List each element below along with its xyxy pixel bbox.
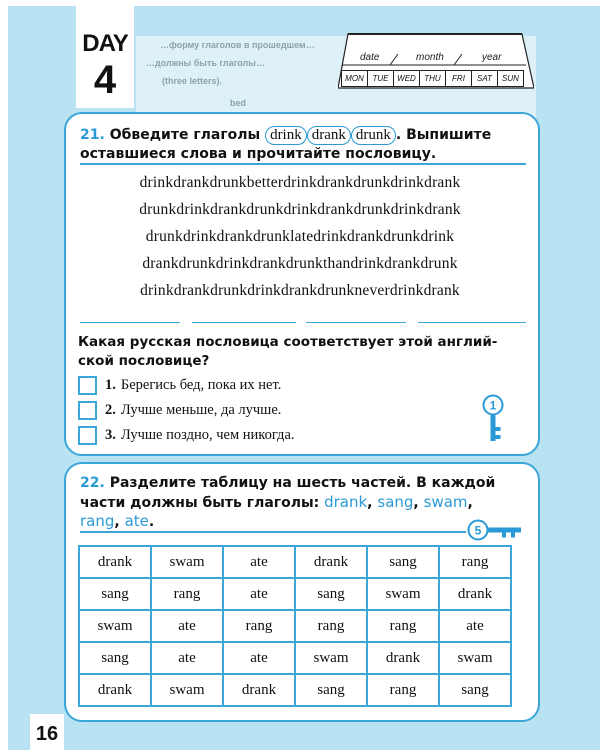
bg-text: …форму глаголов в прошедшем… <box>160 40 315 50</box>
table-cell[interactable]: ate <box>151 610 223 642</box>
calendar-day[interactable]: THU <box>419 70 446 87</box>
table-row <box>79 674 511 706</box>
question-text <box>78 333 528 371</box>
verb-grid[interactable] <box>78 545 512 707</box>
answer-line[interactable] <box>418 322 526 323</box>
key-points-label: 1 <box>489 398 497 413</box>
question-line: ской пословице? <box>78 353 210 369</box>
table-cell[interactable]: swam <box>79 610 151 642</box>
table-cell[interactable]: rang <box>295 610 367 642</box>
day-number: 4 <box>93 58 117 102</box>
table-row <box>79 642 511 674</box>
table-row <box>79 610 511 642</box>
table-cell[interactable]: ate <box>439 610 511 642</box>
table-cell[interactable]: ate <box>223 578 295 610</box>
option-text: Лучше меньше, да лучше. <box>120 401 282 418</box>
table-row <box>79 546 511 578</box>
option-1[interactable] <box>78 374 281 396</box>
table-cell[interactable]: rang <box>223 610 295 642</box>
task-22-text: части должны быть глаголы: <box>80 495 320 511</box>
calendar-month-label: month <box>416 52 444 63</box>
circled-word-drunk: drunk <box>351 126 396 145</box>
table-cell[interactable]: drank <box>79 546 151 578</box>
table-cell[interactable]: rang <box>367 610 439 642</box>
title-underline <box>80 163 526 165</box>
task-22-title <box>80 474 530 493</box>
page-number: 16 <box>30 714 64 750</box>
task-21-text: . Выпишите <box>395 127 492 143</box>
task-22-title-line2: части должны быть глаголы: drank, sang, swam, <box>80 493 473 511</box>
table-cell[interactable]: sang <box>295 578 367 610</box>
circled-word-drink: drink <box>265 126 307 145</box>
table-cell[interactable]: sang <box>439 674 511 706</box>
calendar-day[interactable]: WED <box>393 70 420 87</box>
calendar-fields <box>342 52 526 66</box>
key-icon <box>466 518 524 542</box>
option-checkbox[interactable] <box>78 426 97 445</box>
table-cell[interactable]: sang <box>79 578 151 610</box>
option-checkbox[interactable] <box>78 401 97 420</box>
task-22-number: 22. <box>80 475 105 491</box>
table-cell[interactable]: rang <box>151 578 223 610</box>
answer-line[interactable] <box>306 322 406 323</box>
task-21-title <box>80 126 530 145</box>
option-checkbox[interactable] <box>78 376 97 395</box>
task-21-text: Обведите глаголы <box>109 127 261 143</box>
answer-line[interactable] <box>80 322 180 323</box>
option-text: Берегись бед, пока их нет. <box>120 376 282 393</box>
table-cell[interactable]: drank <box>295 546 367 578</box>
task-22-text: Разделите таблицу на шесть частей. В каждой <box>109 475 496 491</box>
calendar-day[interactable]: TUE <box>367 70 394 87</box>
key-points-label: 5 <box>474 523 482 538</box>
bg-text: (three letters). <box>162 76 223 86</box>
calendar-day[interactable]: FRI <box>445 70 472 87</box>
table-cell[interactable]: ate <box>151 642 223 674</box>
option-number: 1. <box>105 376 116 393</box>
answer-line[interactable] <box>192 322 296 323</box>
calendar-year-label: year <box>482 52 502 63</box>
option-text: Лучше поздно, чем никогда. <box>120 426 295 443</box>
verb-word: sang <box>377 493 414 511</box>
key-icon <box>480 394 506 444</box>
bg-text: …должны быть глаголы… <box>146 58 265 68</box>
calendar-day[interactable]: MON <box>341 70 368 87</box>
calendar-day[interactable]: SAT <box>471 70 498 87</box>
calendar-date-label: date <box>360 52 380 63</box>
task-21-title-line2: оставшиеся слова и прочитайте пословицу. <box>80 146 437 162</box>
day-label: DAY <box>82 30 128 57</box>
option-number: 3. <box>105 426 116 443</box>
bg-text: bed <box>230 98 247 108</box>
table-cell[interactable]: swam <box>151 546 223 578</box>
puzzle-line: drunkdrinkdrankdrunkdrinkdrankdrunkdrinkdrank <box>139 201 461 218</box>
table-cell[interactable]: drank <box>79 674 151 706</box>
task-22-title-line3: rang, ate. <box>80 512 155 530</box>
verb-word: ate <box>124 512 149 530</box>
option-2[interactable] <box>78 399 281 421</box>
table-cell[interactable]: rang <box>367 674 439 706</box>
verb-word: rang <box>80 512 115 530</box>
table-cell[interactable]: rang <box>439 546 511 578</box>
title-underline <box>80 531 466 533</box>
table-cell[interactable]: drank <box>439 578 511 610</box>
table-cell[interactable]: swam <box>151 674 223 706</box>
puzzle-line: drinkdrankdrunkdrinkdrankdrunkneverdrinkdrank <box>140 282 460 299</box>
table-cell[interactable]: drank <box>367 642 439 674</box>
table-cell[interactable]: drank <box>223 674 295 706</box>
puzzle-line: drankdrunkdrinkdrankdrunkthandrinkdrankdrunk <box>142 255 458 272</box>
table-cell[interactable]: ate <box>223 642 295 674</box>
table-cell[interactable]: ate <box>223 546 295 578</box>
puzzle-line: drunkdrinkdrankdrunklatedrinkdrankdrunkdrink <box>145 228 455 245</box>
table-cell[interactable]: sang <box>367 546 439 578</box>
question-line: Какая русская пословица соответствует этой англий- <box>78 334 498 350</box>
calendar-days <box>342 70 524 85</box>
table-cell[interactable]: swam <box>295 642 367 674</box>
puzzle-line: drinkdrankdrunkbetterdrinkdrankdrunkdrinkdrank <box>139 174 461 191</box>
calendar-day[interactable]: SUN <box>497 70 524 87</box>
option-number: 2. <box>105 401 116 418</box>
table-cell[interactable]: swam <box>439 642 511 674</box>
table-cell[interactable]: sang <box>79 642 151 674</box>
verb-word: drank <box>324 493 368 511</box>
option-3[interactable] <box>78 424 295 446</box>
table-row <box>79 578 511 610</box>
table-cell[interactable]: sang <box>295 674 367 706</box>
table-cell[interactable]: swam <box>367 578 439 610</box>
circled-word-drank: drank <box>307 126 351 145</box>
verb-word: swam <box>423 493 468 511</box>
task-21-number: 21. <box>80 127 105 143</box>
